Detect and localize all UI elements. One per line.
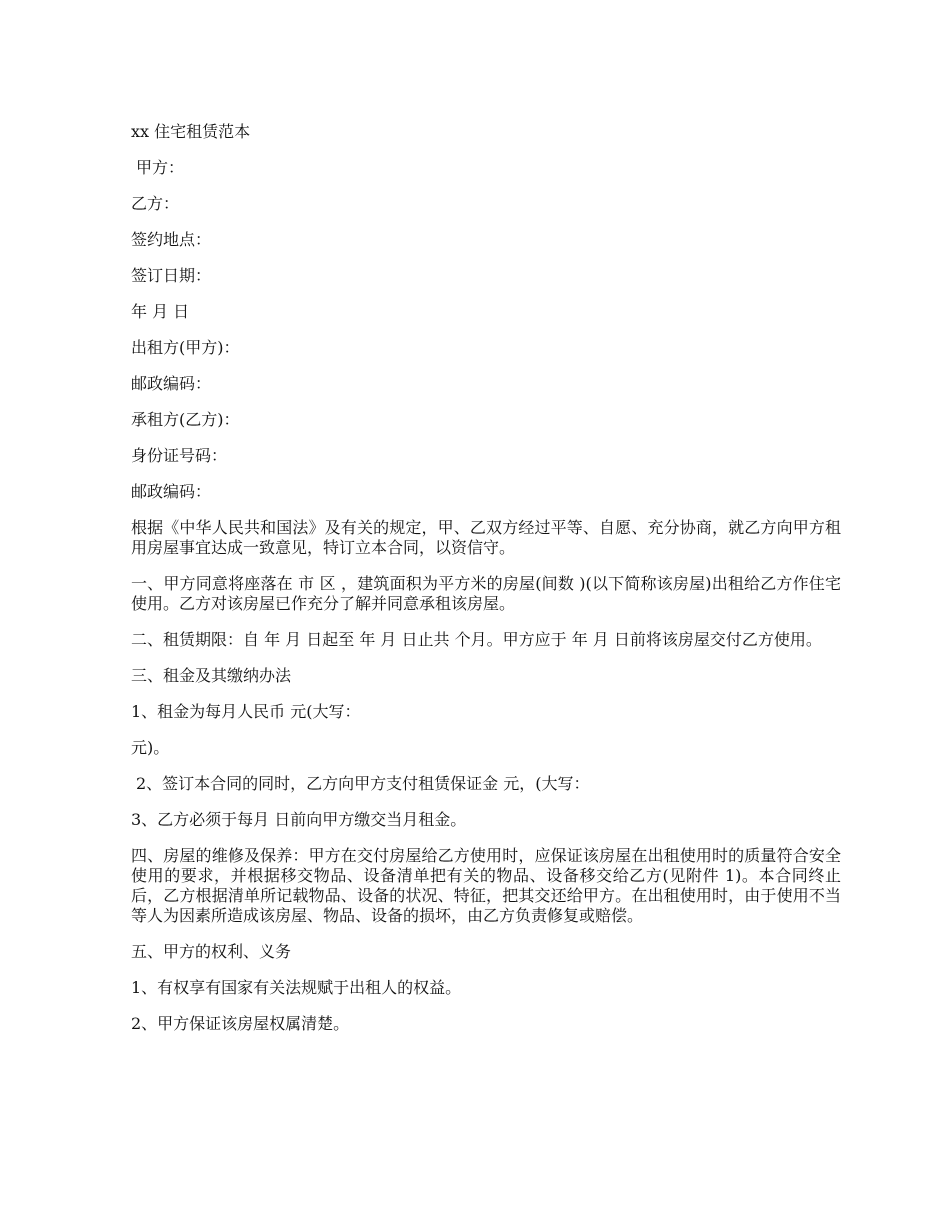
lessee-label: 承租方(乙方)： [131,410,240,429]
lessee-postal-code-label: 邮政编码： [131,482,212,501]
party-a-label: 甲方： [136,158,185,177]
clause-3-item-1: 1、租金为每月人民币 元(大写： [131,702,361,721]
clause-5-item-1: 1、有权享有国家有关法规赋于出租人的权益。 [131,978,462,997]
signing-location-label: 签约地点： [131,230,212,249]
signing-date-label: 签订日期： [131,266,212,285]
clause-5-item-2: 2、甲方保证该房屋权属清楚。 [131,1014,350,1033]
clause-5-heading: 五、甲方的权利、义务 [131,942,292,961]
clause-3-heading: 三、租金及其缴纳办法 [131,666,292,685]
id-number-label: 身份证号码： [131,446,228,465]
clause-2-paragraph: 二、租赁期限：自 年 月 日起至 年 月 日止共 个月。甲方应于 年 月 日前将该房屋交付乙方使用。 [131,630,822,649]
party-b-label: 乙方： [131,194,180,213]
lessor-postal-code-label: 邮政编码： [131,374,212,393]
document-title: xx 住宅租赁范本 [131,122,251,141]
document-body [131,122,841,1050]
clause-3-item-3: 3、乙方必须于每月 日前向甲方缴交当月租金。 [131,810,467,829]
clause-1-paragraph: 一、甲方同意将座落在 市 区 ，建筑面积为平方米的房屋(间数 )(以下简称该房屋)出租给乙方作住宅使用。乙方对该房屋已作充分了解并同意承租该房屋。 [131,574,841,613]
clause-4-paragraph: 四、房屋的维修及保养：甲方在交付房屋给乙方使用时，应保证该房屋在出租使用时的质量符合安全使用的要求，并根据移交物品、设备清单把有关的物品、设备移交给乙方(见附件 1)。本合同终止后，乙方根据清单所记载物品、设备的状况、特征，把其交还给甲方。在出租使用时，由于使用不当等人为因素所造成该房屋、物品、设备的损坏，由乙方负责修复或赔偿。 [131,846,841,925]
lessor-label: 出租方(甲方)： [131,338,240,357]
clause-3-item-2: 2、签订本合同的同时，乙方向甲方支付租赁保证金 元，(大写： [136,774,590,793]
clause-3-item-1-continued: 元)。 [131,738,170,757]
preamble-paragraph: 根据《中华人民共和国法》及有关的规定，甲、乙双方经过平等、自愿、充分协商，就乙方向甲方租用房屋事宜达成一致意见，特订立本合同，以资信守。 [131,518,841,557]
date-placeholder: 年 月 日 [131,302,190,321]
